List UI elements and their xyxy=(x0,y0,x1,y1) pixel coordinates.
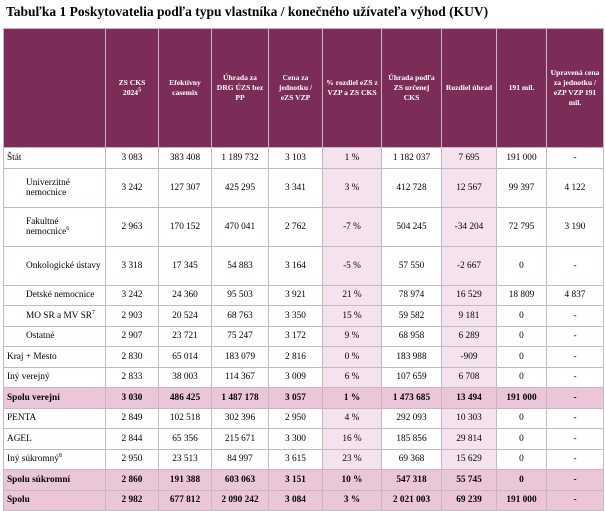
header-zs-cks xyxy=(106,29,159,148)
table-cell: 69 368 xyxy=(382,449,442,470)
table-cell: 0 xyxy=(497,326,547,347)
row-label-text: Spolu súkromní xyxy=(7,474,71,485)
table-cell: 0 xyxy=(497,306,547,327)
table-row xyxy=(4,449,604,470)
table-cell: 78 974 xyxy=(382,285,442,306)
table-cell: 1 182 037 xyxy=(382,148,442,169)
table-cell: 23 % xyxy=(323,449,382,470)
table-cell: - xyxy=(547,388,604,409)
header-uhrada-cks: Úhrada podľa ZS určenej CKS xyxy=(382,29,442,148)
table-cell: 302 396 xyxy=(212,408,269,429)
table-cell: 10 % xyxy=(323,470,382,491)
row-label xyxy=(4,148,106,169)
table-cell: 0 % xyxy=(323,347,382,368)
table-cell: 6 289 xyxy=(442,326,497,347)
footnote-marker: 6 xyxy=(66,225,70,232)
table-cell: 16 529 xyxy=(442,285,497,306)
row-label xyxy=(4,490,106,511)
table-cell: - xyxy=(547,347,604,368)
table-cell: 2 903 xyxy=(106,306,159,327)
table-row xyxy=(4,408,604,429)
table-cell: 3 172 xyxy=(269,326,323,347)
table-cell: 9 % xyxy=(323,326,382,347)
row-label-text: Iný súkromný xyxy=(7,454,59,465)
table-cell: -5 % xyxy=(323,246,382,285)
row-label xyxy=(4,429,106,450)
header-percent-rozdiel: % rozdiel eZS z VZP a ZS CKS xyxy=(323,29,382,148)
table-cell: 0 xyxy=(497,408,547,429)
row-label-text: Detské nemocnice xyxy=(26,290,95,301)
table-cell: 3 341 xyxy=(269,168,323,207)
table-cell: 6 % xyxy=(323,367,382,388)
footnote-marker: 7 xyxy=(91,309,95,316)
table-row xyxy=(4,207,604,246)
table-cell: 127 307 xyxy=(159,168,212,207)
table-cell: -34 204 xyxy=(442,207,497,246)
table-cell: 486 425 xyxy=(159,388,212,409)
table-cell: - xyxy=(547,306,604,327)
table-row xyxy=(4,347,604,368)
row-label xyxy=(4,168,106,207)
row-label-text: AGEL xyxy=(7,433,32,444)
row-label-text: Kraj + Mesto xyxy=(7,351,57,362)
table-cell: 2 762 xyxy=(269,207,323,246)
table-cell: 185 856 xyxy=(382,429,442,450)
table-cell: 0 xyxy=(497,347,547,368)
table-cell: 3 164 xyxy=(269,246,323,285)
header-191-mil: 191 mil. xyxy=(497,29,547,148)
table-cell: 2 830 xyxy=(106,347,159,368)
row-label xyxy=(4,306,106,327)
table-cell: 68 958 xyxy=(382,326,442,347)
table-cell: 215 671 xyxy=(212,429,269,450)
row-label xyxy=(4,367,106,388)
table-row xyxy=(4,490,604,511)
table-cell: -909 xyxy=(442,347,497,368)
table-cell: 0 xyxy=(497,470,547,491)
row-label-text: Fakultné nemocnice xyxy=(26,216,67,237)
table-title: Tabuľka 1 Poskytovatelia podľa typu vlastníka / konečného užívateľa výhod (KUV) xyxy=(6,4,489,19)
table-cell: 13 494 xyxy=(442,388,497,409)
table-cell: 3 030 xyxy=(106,388,159,409)
table-cell: -7 % xyxy=(323,207,382,246)
table-cell: 3 057 xyxy=(269,388,323,409)
row-label-text: Spolu verejní xyxy=(7,392,60,403)
table-cell: 29 814 xyxy=(442,429,497,450)
row-label xyxy=(4,449,106,470)
table-cell: 3 % xyxy=(323,490,382,511)
table-cell: 547 318 xyxy=(382,470,442,491)
table-cell: 65 356 xyxy=(159,429,212,450)
row-label xyxy=(4,470,106,491)
row-label-text: Spolu xyxy=(7,495,30,506)
table-cell: 1 % xyxy=(323,388,382,409)
table-cell: 292 093 xyxy=(382,408,442,429)
table-cell: 3 009 xyxy=(269,367,323,388)
table-cell: 4 % xyxy=(323,408,382,429)
table-cell: 2 950 xyxy=(106,449,159,470)
table-cell: 191 000 xyxy=(497,490,547,511)
table-cell: 1 189 732 xyxy=(212,148,269,169)
table-cell: 68 763 xyxy=(212,306,269,327)
footnote-marker: 5 xyxy=(138,87,142,94)
row-label xyxy=(4,388,106,409)
table-cell: 191 388 xyxy=(159,470,212,491)
table-cell: 23 721 xyxy=(159,326,212,347)
table-cell: 2 860 xyxy=(106,470,159,491)
table-cell: 3 084 xyxy=(269,490,323,511)
table-cell: 2 950 xyxy=(269,408,323,429)
table-cell: 2 833 xyxy=(106,367,159,388)
table-cell: 24 360 xyxy=(159,285,212,306)
table-cell: 3 190 xyxy=(547,207,604,246)
header-rozdiel-uhrad: Rozdiel úhrad xyxy=(442,29,497,148)
table-cell: 57 550 xyxy=(382,246,442,285)
table-cell: 59 582 xyxy=(382,306,442,327)
table-cell: 75 247 xyxy=(212,326,269,347)
row-label-text: Štát xyxy=(7,152,22,163)
table-cell: 9 181 xyxy=(442,306,497,327)
table-cell: 1 % xyxy=(323,148,382,169)
table-cell: - xyxy=(547,470,604,491)
table-cell: 65 014 xyxy=(159,347,212,368)
table-cell: - xyxy=(547,148,604,169)
row-label-text: Ostatné xyxy=(26,331,55,342)
header-label xyxy=(4,29,106,148)
table-row xyxy=(4,326,604,347)
table-cell: 38 003 xyxy=(159,367,212,388)
table-cell: 3 921 xyxy=(269,285,323,306)
header-upravena-cena: Upravená cena za jednotku / eZP VZP 191 mil. xyxy=(547,29,604,148)
table-cell: 4 837 xyxy=(547,285,604,306)
table-cell: 383 408 xyxy=(159,148,212,169)
table-cell: 191 000 xyxy=(497,388,547,409)
table-row xyxy=(4,168,604,207)
footnote-marker: 8 xyxy=(58,453,62,460)
table-cell: 20 524 xyxy=(159,306,212,327)
table-cell: 3 350 xyxy=(269,306,323,327)
table-cell: - xyxy=(547,449,604,470)
table-cell: 21 % xyxy=(323,285,382,306)
table-cell: 7 695 xyxy=(442,148,497,169)
header-row xyxy=(4,29,604,148)
table-cell: 0 xyxy=(497,429,547,450)
table-row xyxy=(4,246,604,285)
table-cell: 69 239 xyxy=(442,490,497,511)
table-cell: -2 667 xyxy=(442,246,497,285)
table-cell: 3 300 xyxy=(269,429,323,450)
table-cell: 99 397 xyxy=(497,168,547,207)
table-cell: 10 303 xyxy=(442,408,497,429)
table-cell: - xyxy=(547,367,604,388)
table-cell: 3 103 xyxy=(269,148,323,169)
header-casemix: Efektívny casemix xyxy=(159,29,212,148)
table-cell: 0 xyxy=(497,367,547,388)
table-cell: - xyxy=(547,246,604,285)
row-label xyxy=(4,207,106,246)
table-cell: - xyxy=(547,490,604,511)
table-cell: 183 079 xyxy=(212,347,269,368)
table-cell: 183 988 xyxy=(382,347,442,368)
table-cell: 3 151 xyxy=(269,470,323,491)
table-cell: 18 809 xyxy=(497,285,547,306)
row-label xyxy=(4,408,106,429)
table-cell: 12 567 xyxy=(442,168,497,207)
providers-table xyxy=(3,28,604,511)
table-cell: - xyxy=(547,408,604,429)
row-label-text: PENTA xyxy=(7,413,37,424)
header-cena-jednotka: Cena za jednotku / eZS VZP xyxy=(269,29,323,148)
table-row xyxy=(4,388,604,409)
row-label-text: MO SR a MV SR xyxy=(26,310,92,321)
table-cell: 677 812 xyxy=(159,490,212,511)
table-cell: 3 242 xyxy=(106,285,159,306)
table-row xyxy=(4,470,604,491)
row-label-text: Onkologické ústavy xyxy=(26,260,101,271)
table-cell: 4 122 xyxy=(547,168,604,207)
table-cell: 2 907 xyxy=(106,326,159,347)
table-cell: 2 816 xyxy=(269,347,323,368)
table-cell: 191 000 xyxy=(497,148,547,169)
table-cell: 0 xyxy=(497,449,547,470)
row-label xyxy=(4,285,106,306)
table-cell: 17 345 xyxy=(159,246,212,285)
table-cell: 54 883 xyxy=(212,246,269,285)
table-cell: 23 513 xyxy=(159,449,212,470)
table-cell: - xyxy=(547,326,604,347)
row-label-text: Univerzitné nemocnice xyxy=(26,177,70,198)
table-cell: 95 503 xyxy=(212,285,269,306)
table-cell: 2 963 xyxy=(106,207,159,246)
row-label xyxy=(4,347,106,368)
table-cell: 84 997 xyxy=(212,449,269,470)
table-cell: 412 728 xyxy=(382,168,442,207)
table-row xyxy=(4,285,604,306)
table-row xyxy=(4,367,604,388)
table-cell: 2 844 xyxy=(106,429,159,450)
table-cell: 1 473 685 xyxy=(382,388,442,409)
table-cell: 102 518 xyxy=(159,408,212,429)
table-cell: 3 242 xyxy=(106,168,159,207)
table-cell: 6 708 xyxy=(442,367,497,388)
table-cell: 2 021 003 xyxy=(382,490,442,511)
table-row xyxy=(4,148,604,169)
table-cell: 16 % xyxy=(323,429,382,450)
row-label xyxy=(4,246,106,285)
table-cell: 107 659 xyxy=(382,367,442,388)
table-cell: 425 295 xyxy=(212,168,269,207)
table-cell: 470 041 xyxy=(212,207,269,246)
table-row xyxy=(4,306,604,327)
header-uhrada-drg: Úhrada za DRG ÚZS bez PP xyxy=(212,29,269,148)
table-row xyxy=(4,429,604,450)
header-zs-cks-text: ZS CKS 2024 xyxy=(118,78,146,97)
table-cell: 15 % xyxy=(323,306,382,327)
table-cell: - xyxy=(547,429,604,450)
table-cell: 2 982 xyxy=(106,490,159,511)
table-cell: 3 318 xyxy=(106,246,159,285)
table-cell: 3 615 xyxy=(269,449,323,470)
table-cell: 2 090 242 xyxy=(212,490,269,511)
table-cell: 170 152 xyxy=(159,207,212,246)
table-cell: 3 083 xyxy=(106,148,159,169)
table-cell: 3 % xyxy=(323,168,382,207)
table-cell: 603 063 xyxy=(212,470,269,491)
table-cell: 2 849 xyxy=(106,408,159,429)
table-cell: 0 xyxy=(497,246,547,285)
table-cell: 72 795 xyxy=(497,207,547,246)
row-label-text: Iný verejný xyxy=(7,372,50,383)
table-cell: 15 629 xyxy=(442,449,497,470)
table-cell: 504 245 xyxy=(382,207,442,246)
table-cell: 114 367 xyxy=(212,367,269,388)
table-cell: 55 745 xyxy=(442,470,497,491)
row-label xyxy=(4,326,106,347)
table-cell: 1 487 178 xyxy=(212,388,269,409)
